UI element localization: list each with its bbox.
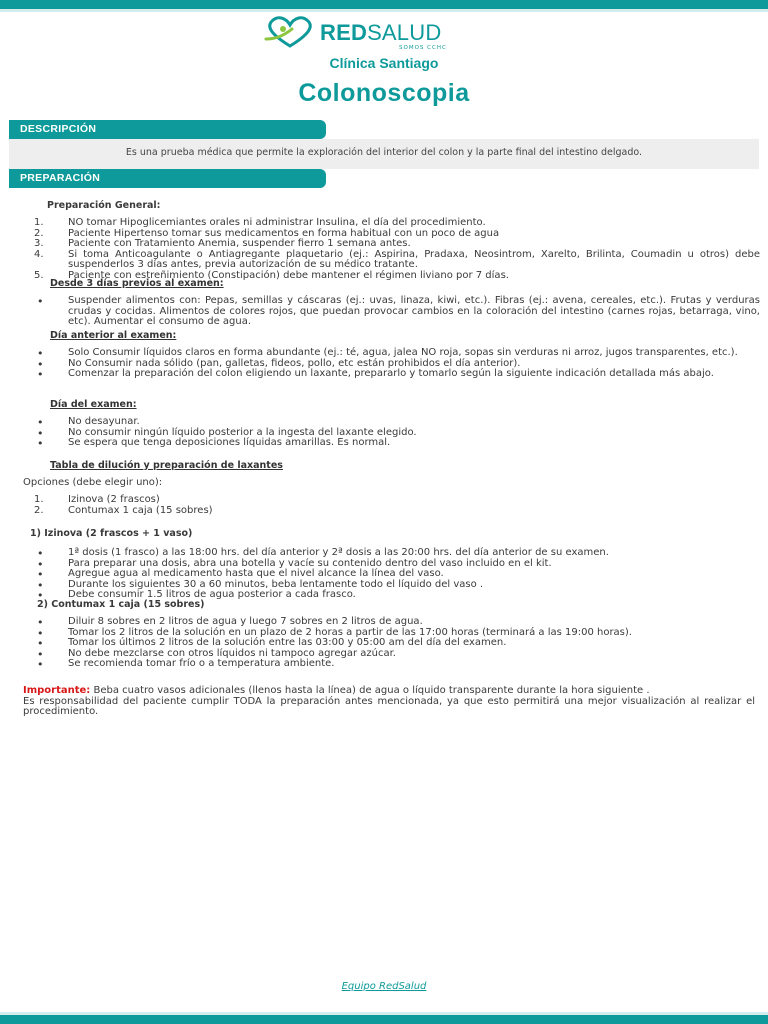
izinova-list [22,548,760,601]
list-item: • No debe mezclarse con otros líquidos ni tampoco agregar azúcar. [22,649,760,660]
list-item: • Comenzar la preparación del colon eligiendo un laxante, prepararlo y tomarlo según la siguiente indicación detallada más abajo. [22,369,760,380]
top-bar [0,0,768,9]
prep-general-list [22,218,760,281]
list-item: 1. Izinova (2 frascos) [34,494,160,505]
list-item: • Tomar los 2 litros de la solución en un plazo de 2 horas a partir de las 17:00 horas (terminará a las 19:00 horas). [22,628,760,639]
section-header-descripcion: DESCRIPCIÓN [9,120,326,139]
heart-logo-icon [262,15,318,49]
izinova-heading: 1) Izinova (2 frascos + 1 vaso) [30,528,193,539]
importante-label: Importante: [23,685,91,696]
importante-note [23,686,755,718]
contumax-list [22,617,760,670]
list-item: 5. Paciente con estreñimiento (Constipación) debe mantener el régimen liviano por 7 días. [34,269,509,281]
page-title: Colonoscopia [298,79,470,107]
list-item: 1. NO tomar Hipoglicemiantes orales ni administrar Insulina, el día del procedimiento. [34,217,486,228]
list-item: • Se espera que tenga deposiciones líquidas amarillas. Es normal. [22,438,760,449]
prep-general-heading: Preparación General: [47,200,161,211]
list-item: • Para preparar una dosis, abra una botella y vacíe su contenido dentro del vaso incluido en el kit. [22,559,760,570]
list-item: • Suspender alimentos con: Pepas, semillas y cáscaras (ej.: uvas, linaza, kiwi, etc.). Fibras (ej.: avena, cereales, etc.). Frutas y verduras crudas y cocidas. Alimentos de colores rojos, que puedan provocar cambios en la coloración del intestino (carnes rojas, betarraga, vino, etc). Aumentar el consumo de agua. [22,296,760,328]
list-item: 2. Paciente Hipertenso tomar sus medicamentos en forma habitual con un poco de agua [34,227,500,239]
list-item: • Se recomienda tomar frío o a temperatura ambiente. [22,659,760,670]
importante-text-2: Es responsabilidad del paciente cumplir TODA la preparación antes mencionada, ya que esto permitirá una mejor visualización al realizar el procedimiento. [23,695,755,717]
footer-link-equipo-redsalud[interactable]: Equipo RedSalud [341,981,427,992]
list-item: • Tomar los últimos 2 litros de la solución entre las 03:00 y 05:00 am del día del examen. [22,638,760,649]
description-text: Es una prueba médica que permite la exploración del interior del colon y la parte final del intestino delgado. [125,147,643,158]
opciones-label: Opciones (debe elegir uno): [23,477,163,488]
tabla-heading: Tabla de dilución y preparación de laxantes [50,460,283,471]
clinic-name: Clínica Santiago [329,55,439,71]
dia-examen-list [22,417,760,449]
list-item: 3. Paciente con Tratamiento Anemia, suspender fierro 1 semana antes. [34,238,411,249]
importante-text: Beba cuatro vasos adicionales (llenos hasta la línea) de agua o líquido transparente durante la hora siguiente . [90,685,650,696]
dia-anterior-list [22,348,760,380]
list-item: • No desayunar. [22,417,760,428]
list-item: • Debe consumir 1.5 litros de agua posterior a cada frasco. [22,590,760,601]
redsalud-logo [262,15,472,55]
list-item: • Solo Consumir líquidos claros en forma abundante (ej.: té, agua, jalea NO roja, sopas sin verduras ni arroz, jugos transparentes, etc.). [22,348,760,359]
top-line [0,9,768,12]
bottom-bar [0,1015,768,1024]
list-item: 4. Si toma Anticoagulante o Antiagregante plaquetario (ej.: Aspirina, Pradaxa, Neosintrom, Xarelto, Brilinta, Coumadin u otros) debe suspenderlos 3 días antes, previa autorización de su médico tratante. [34,248,760,270]
section-header-preparacion: PREPARACIÓN [9,169,326,188]
list-item: • 1ª dosis (1 frasco) a las 18:00 hrs. del día anterior y 2ª dosis a las 20:00 hrs. del día anterior de su examen. [22,548,760,559]
list-item: • No Consumir nada sólido (pan, galletas, fideos, pollo, etc están prohibidos el día anterior). [22,359,760,370]
tres-dias-heading: Desde 3 días previos al examen: [50,278,224,289]
list-item: • Durante los siguientes 30 a 60 minutos, beba lentamente todo el líquido del vaso . [22,580,760,591]
brand-tagline: SOMOS CCHC [399,45,447,51]
list-item: • Diluir 8 sobres en 2 litros de agua y luego 7 sobres en 2 litros de agua. [22,617,760,628]
opciones-list [22,495,622,516]
dia-examen-heading: Día del examen: [50,399,137,410]
list-item: • Agregue agua al medicamento hasta que el nivel alcance la línea del vaso. [22,569,760,580]
dia-anterior-heading: Día anterior al examen: [50,330,177,341]
list-item: 2. Contumax 1 caja (15 sobres) [34,504,213,516]
brand-name: REDSALUD [320,20,442,45]
list-item: • No consumir ningún líquido posterior a la ingesta del laxante elegido. [22,428,760,439]
tres-dias-list [22,296,760,328]
contumax-heading: 2) Contumax 1 caja (15 sobres) [37,599,205,610]
